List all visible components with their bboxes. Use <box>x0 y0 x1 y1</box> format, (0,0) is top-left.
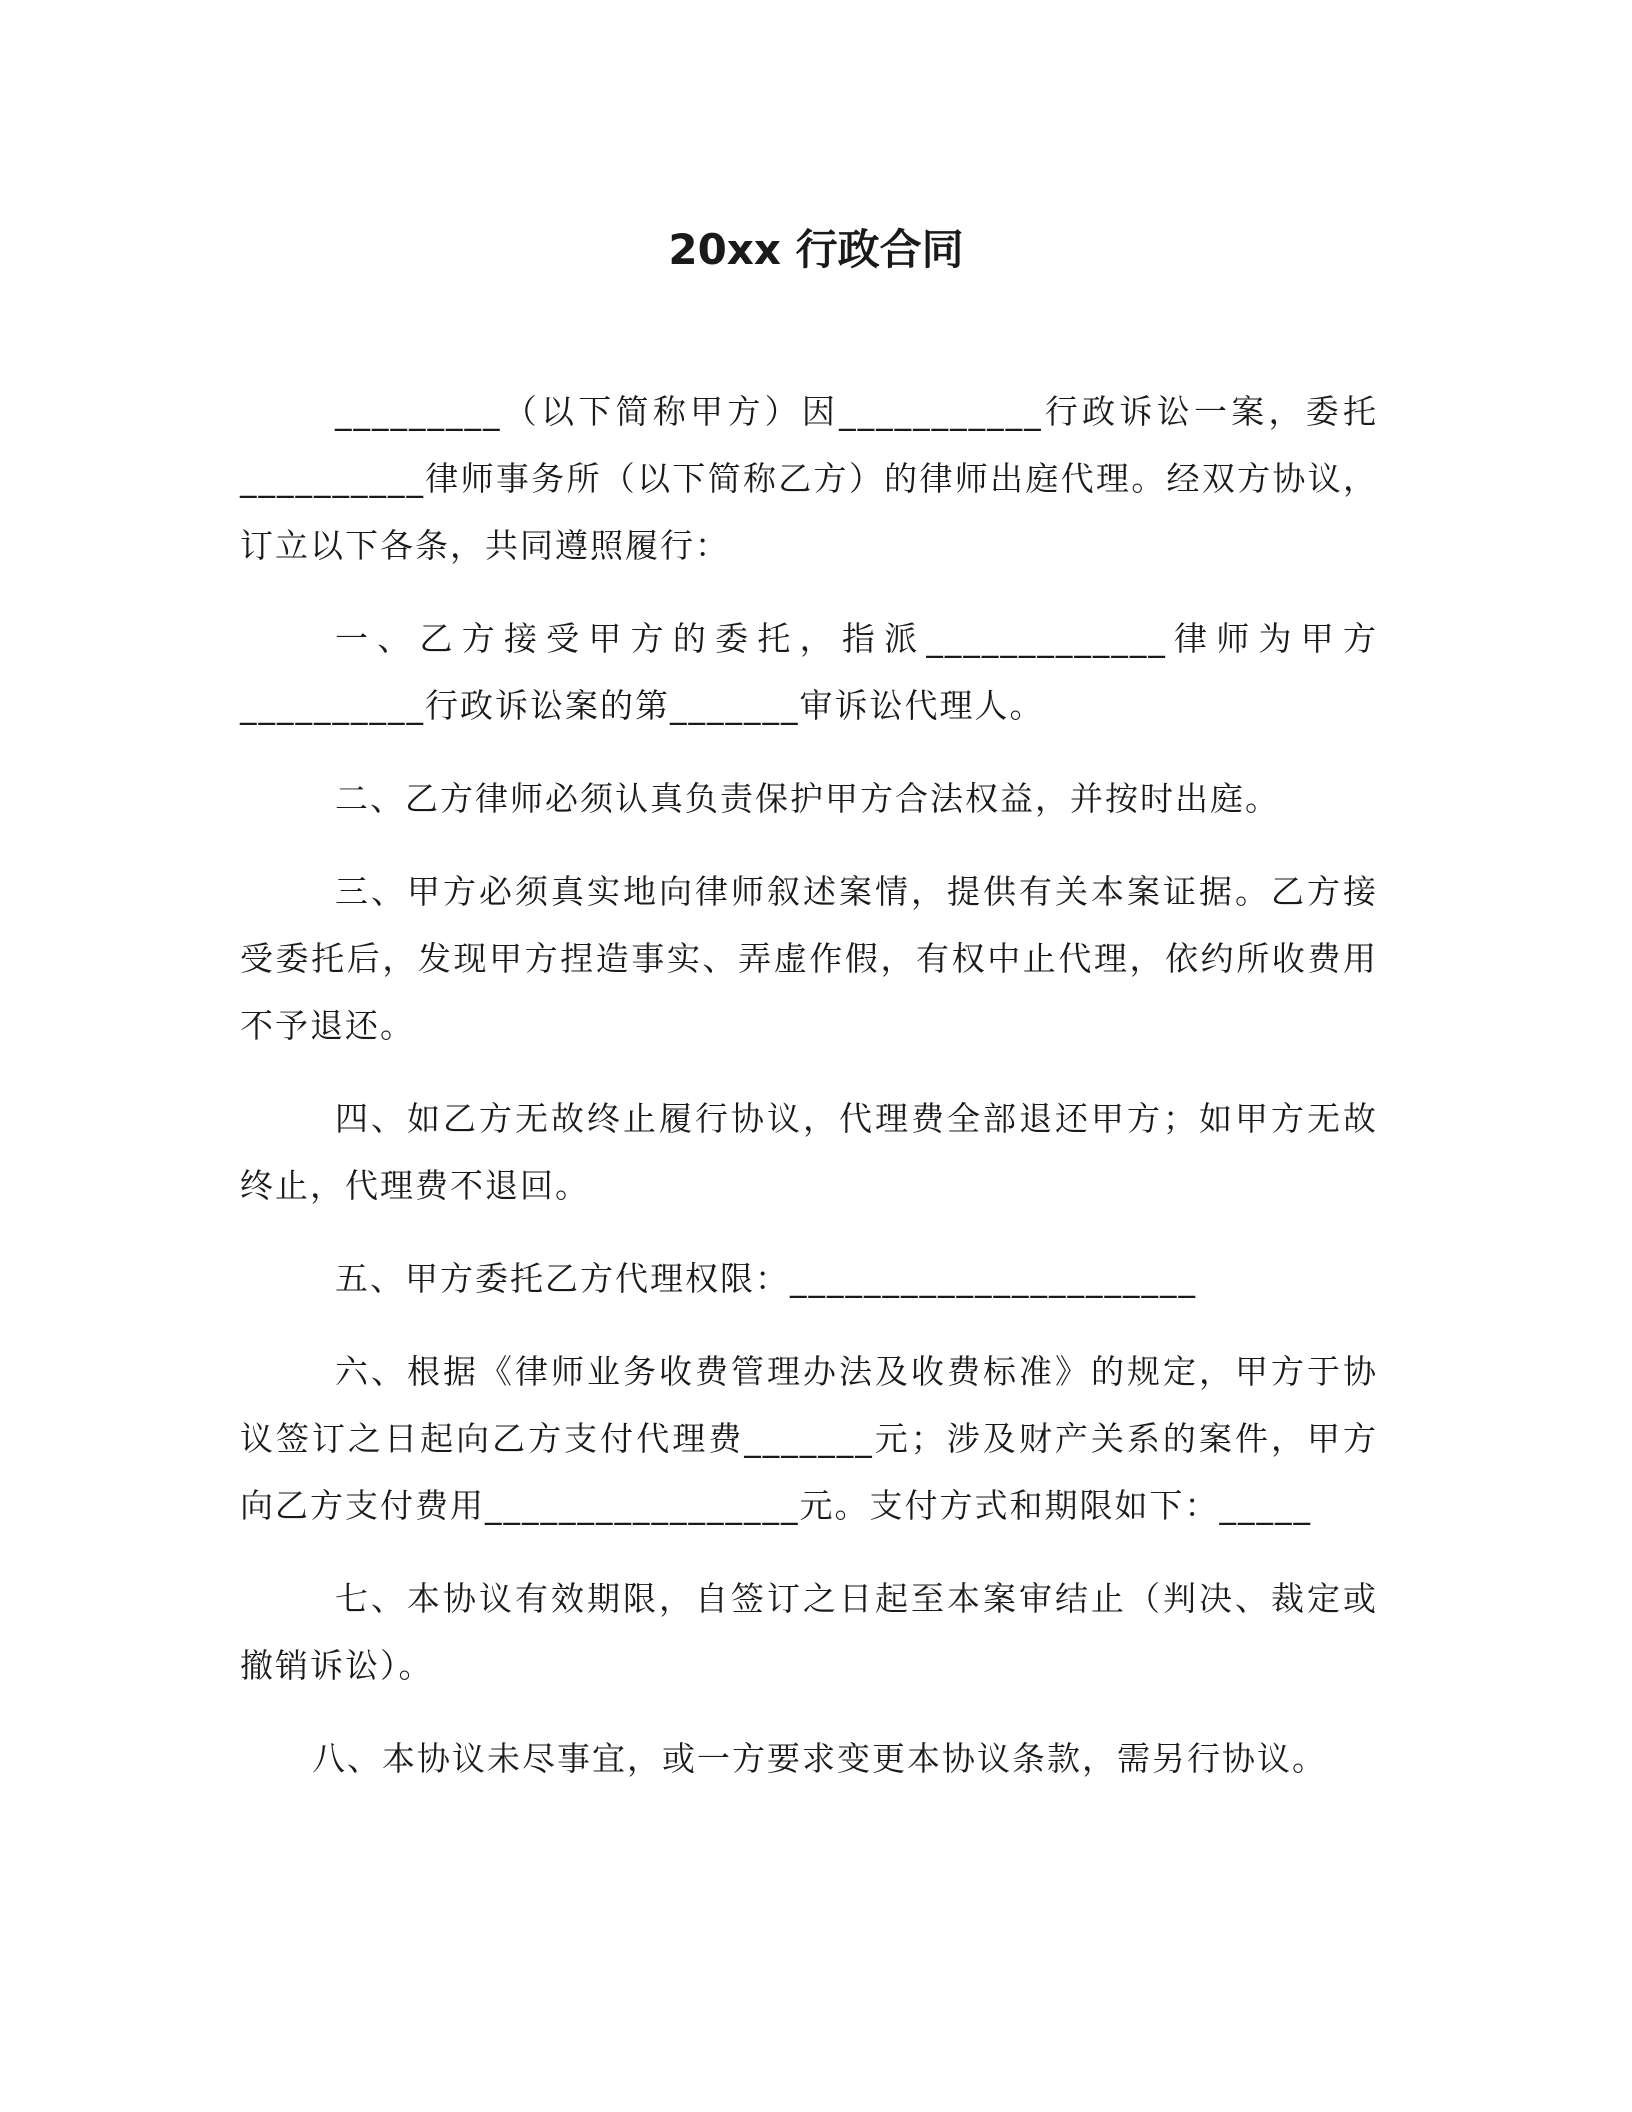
paragraph-clause-7: 七、本协议有效期限，自签订之日起至本案审结止（判决、裁定或撤销诉讼）。 <box>240 1579 1378 1685</box>
paragraph-clause-6: 六、根据《律师业务收费管理办法及收费标准》的规定，甲方于协议签订之日起向乙方支付代理费_______元；涉及财产关系的案件，甲方向乙方支付费用_________________元。支付方式和期限如下：_____ <box>240 1352 1378 1525</box>
paragraph-clause-3: 三、甲方必须真实地向律师叙述案情，提供有关本案证据。乙方接受委托后，发现甲方捏造事实、弄虚作假，有权中止代理，依约所收费用不予退还。 <box>240 872 1378 1045</box>
paragraph-clause-2: 二、乙方律师必须认真负责保护甲方合法权益，并按时出庭。 <box>335 779 1280 818</box>
paragraph-clause-4: 四、如乙方无故终止履行协议，代理费全部退还甲方；如甲方无故终止，代理费不退回。 <box>240 1099 1378 1205</box>
paragraph-clause-1: 一、乙方接受甲方的委托，指派_____________律师为甲方__________行政诉讼案的第_______审诉讼代理人。 <box>240 619 1378 725</box>
paragraph-clause-5: 五、甲方委托乙方代理权限：______________________ <box>335 1259 1197 1298</box>
contract-body <box>240 378 1378 1792</box>
paragraph-clause-8: 八、本协议未尽事宜，或一方要求变更本协议条款，需另行协议。 <box>312 1739 1327 1778</box>
document-title: 20xx 行政合同 <box>668 225 964 274</box>
paragraph-intro: _________（以下简称甲方）因___________行政诉讼一案，委托__________律师事务所（以下简称乙方）的律师出庭代理。经双方协议，订立以下各条，共同遵照履行： <box>240 392 1378 565</box>
